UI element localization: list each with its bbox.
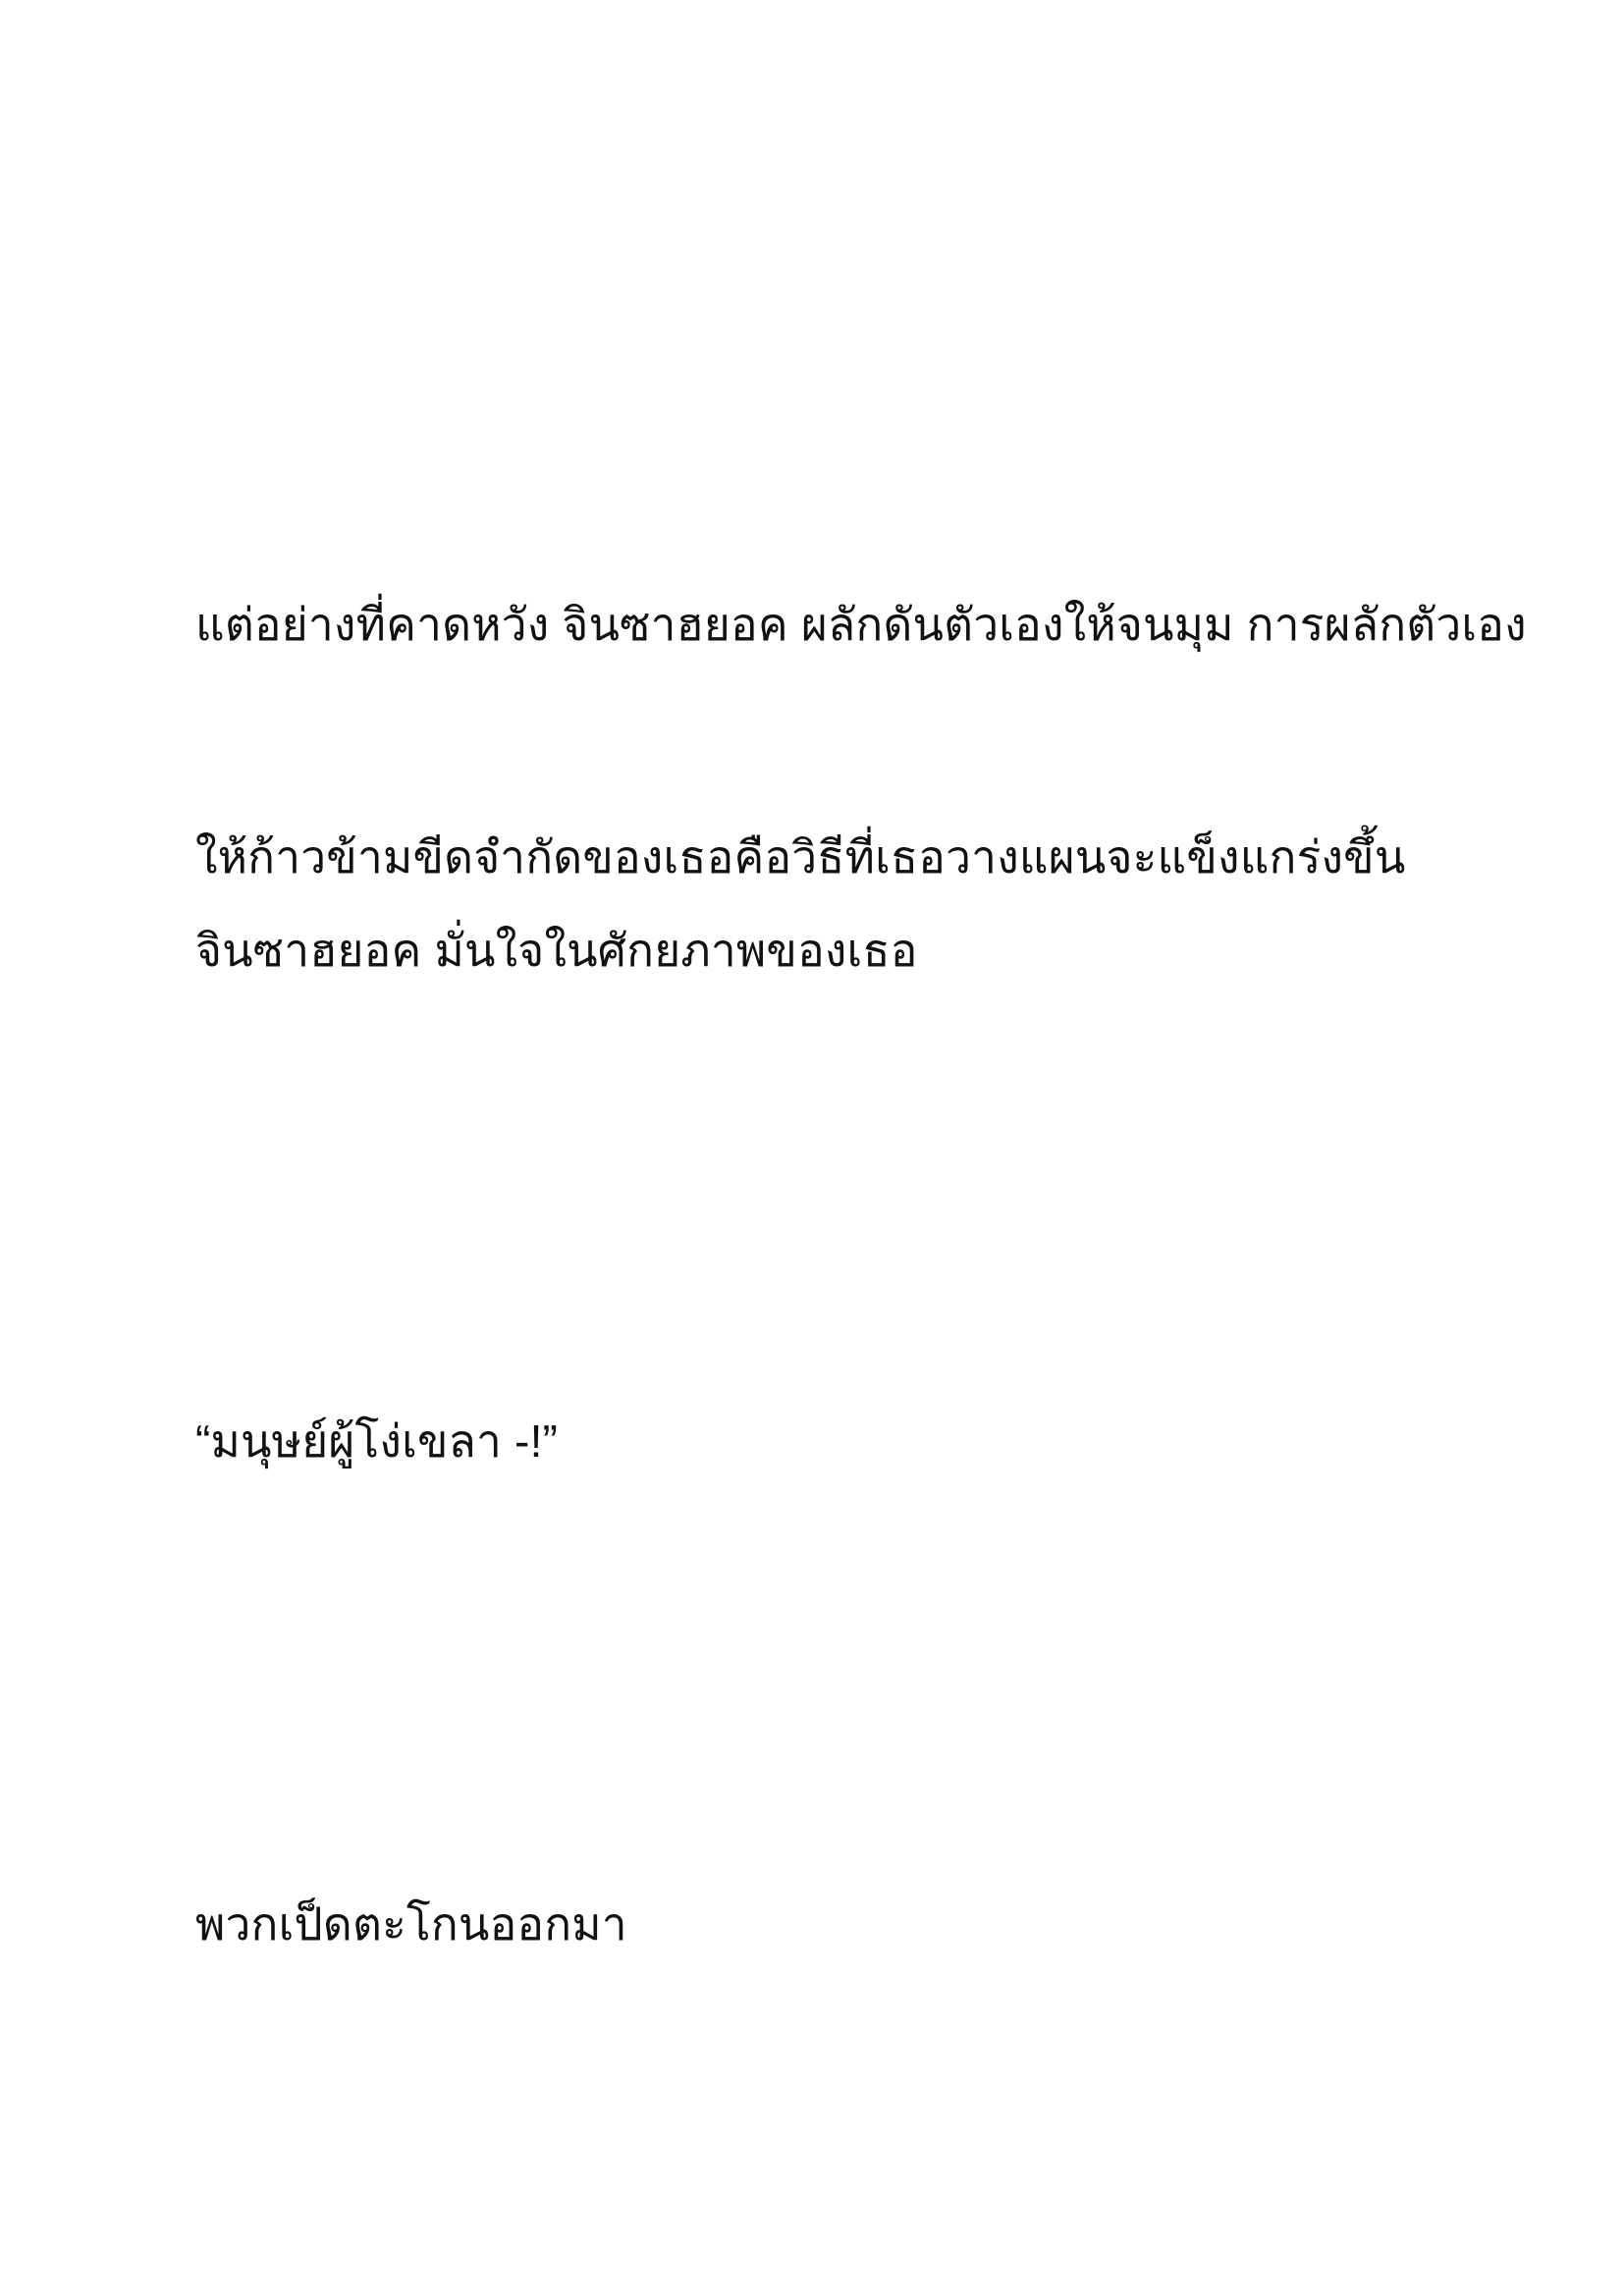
paragraph-line: ให้ก้าวข้ามขีดจำกัดของเธอคือวิธีที่เธอวางแผนจะแข็งแกร่งขึ้น <box>195 831 1406 883</box>
paragraph-line: “มนุษย์ผู้โง่เขลา -!” <box>195 1415 559 1467</box>
paragraph-line: จินซาฮยอค มั่นใจในศักยภาพของเธอ <box>195 924 918 976</box>
paragraph-4 <box>195 1749 627 2122</box>
paragraph-2 <box>195 775 918 1148</box>
paragraph-line: แต่อย่างที่คาดหวัง จินซาฮยอค ผลักดันตัวเองให้จนมุม การผลักตัวเอง <box>195 598 1527 650</box>
paragraph-line: พวกเป็ดตะโกนออกมา <box>195 1897 627 1949</box>
dialogue-line <box>195 1266 558 1639</box>
